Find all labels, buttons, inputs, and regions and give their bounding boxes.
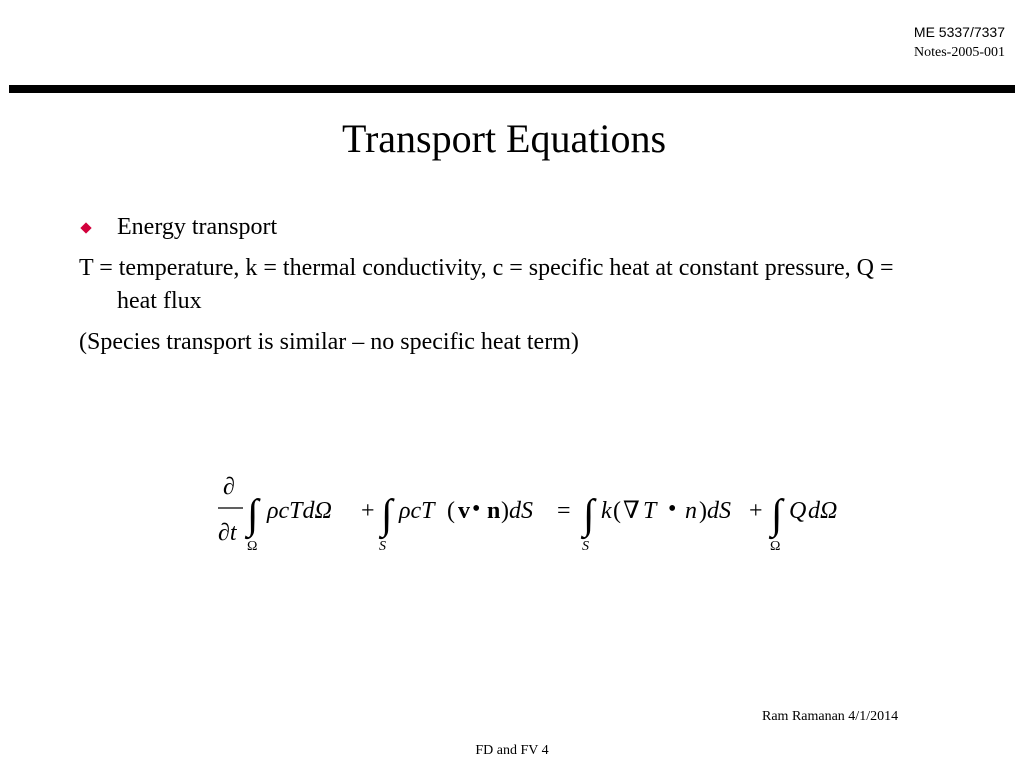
eq-q: Q bbox=[789, 498, 807, 524]
eq-rho-c-t: ρcT bbox=[399, 498, 435, 524]
eq-ds-2: dS bbox=[707, 498, 731, 524]
eq-integral-1: ∫ bbox=[247, 492, 259, 538]
eq-term1: ρcTdΩ bbox=[267, 498, 332, 524]
eq-open-paren-1: ( bbox=[447, 498, 455, 524]
eq-partial-t: ∂t bbox=[218, 520, 237, 546]
eq-sub-s-1: S bbox=[379, 539, 386, 554]
bullet-text: Energy transport bbox=[117, 214, 278, 240]
eq-close-paren-2: ) bbox=[699, 498, 707, 524]
slide-title: Transport Equations bbox=[341, 116, 667, 161]
eq-plus-1: + bbox=[361, 498, 375, 524]
eq-n: n bbox=[685, 498, 697, 524]
eq-t: T bbox=[643, 498, 657, 524]
eq-sub-omega-2: Ω bbox=[770, 539, 781, 554]
bullet-item bbox=[79, 211, 939, 244]
eq-nabla: ∇ bbox=[623, 498, 640, 524]
transport-equation bbox=[215, 472, 855, 562]
eq-dot-2: • bbox=[668, 496, 677, 522]
slide-footer: FD and FV 4 bbox=[475, 743, 549, 758]
eq-velocity: v bbox=[458, 498, 470, 524]
author-date: Ram Ramanan 4/1/2014 bbox=[762, 709, 899, 724]
eq-dot-1: • bbox=[472, 496, 481, 522]
species-note-paragraph: (Species transport is similar – no specific heat term) bbox=[79, 329, 579, 355]
eq-d-omega: dΩ bbox=[808, 498, 838, 524]
eq-integral-2: ∫ bbox=[381, 492, 393, 538]
header-rule bbox=[9, 85, 1015, 93]
eq-integral-4: ∫ bbox=[771, 492, 783, 538]
diamond-bullet-icon bbox=[80, 222, 91, 233]
eq-equals: = bbox=[557, 498, 571, 524]
eq-ds-1: dS bbox=[509, 498, 533, 524]
eq-sub-s-2: S bbox=[582, 539, 589, 554]
eq-close-paren-1: ) bbox=[501, 498, 509, 524]
eq-plus-2: + bbox=[749, 498, 763, 524]
eq-open-paren-2: ( bbox=[613, 498, 621, 524]
eq-sub-omega-1: Ω bbox=[247, 539, 258, 554]
eq-partial: ∂ bbox=[223, 474, 235, 500]
eq-normal: n bbox=[487, 498, 501, 524]
eq-integral-3: ∫ bbox=[583, 492, 595, 538]
slide-content bbox=[79, 211, 939, 367]
definitions-paragraph: T = temperature, k = thermal conductivity, c = specific heat at constant pressure, Q = heat flux bbox=[79, 255, 894, 314]
notes-id: Notes-2005-001 bbox=[914, 45, 1005, 60]
course-code: ME 5337/7337 bbox=[913, 24, 1005, 40]
eq-k: k bbox=[601, 498, 612, 524]
